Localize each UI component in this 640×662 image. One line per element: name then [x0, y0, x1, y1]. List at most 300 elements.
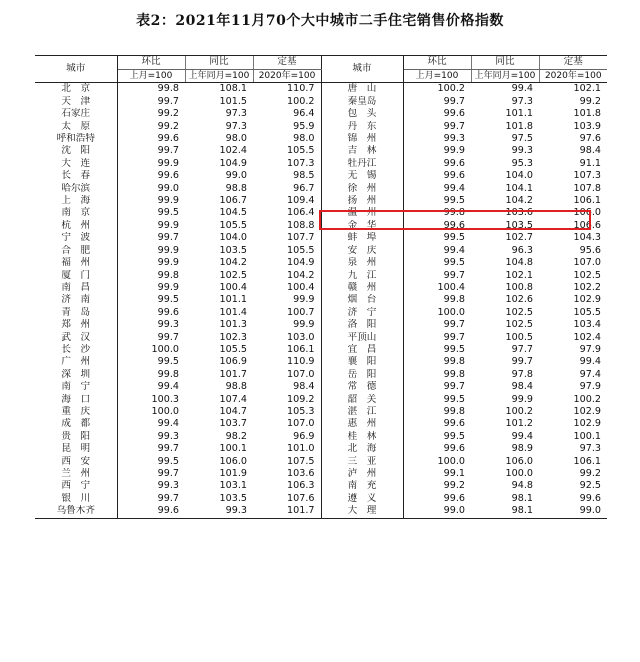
left-city-cell: 西 安 — [35, 456, 117, 468]
left-base-cell: 106.1 — [253, 344, 321, 356]
right-mom-cell: 99.6 — [443, 418, 465, 430]
right-yoy-cell: 104.2 — [505, 195, 533, 207]
left-yoy-cell: 98.0 — [225, 133, 247, 145]
left-yoy-cell: 104.7 — [219, 405, 247, 417]
right-base-cell: 106.6 — [573, 219, 601, 231]
right-yoy-cell: 106.0 — [505, 455, 533, 467]
right-yoy-cell: 102.1 — [505, 269, 533, 281]
left-mom-cell: 99.9 — [157, 244, 179, 256]
left-mom-cell: 99.6 — [117, 505, 185, 518]
right-yoy-cell: 100.5 — [505, 331, 533, 343]
left-base-cell: 110.9 — [253, 356, 321, 368]
left-base-cell: 106.4 — [253, 207, 321, 219]
left-base-cell: 110.7 — [253, 83, 321, 96]
table-row — [35, 158, 607, 170]
right-yoy-cell: 98.1 — [471, 505, 539, 518]
right-mom-cell: 99.7 — [443, 269, 465, 281]
right-city-cell: 赣 州 — [321, 282, 403, 294]
right-base-cell: 99.4 — [579, 356, 601, 368]
left-yoy-cell: 98.8 — [225, 381, 247, 393]
table-row — [35, 294, 607, 306]
right-city-cell: 扬 州 — [321, 195, 403, 207]
left-yoy-cell: 97.3 — [225, 108, 247, 120]
left-yoy-cell: 102.5 — [219, 269, 247, 281]
right-city-cell: 安 庆 — [321, 245, 403, 257]
base-header-base-right: 2020年=100 — [539, 70, 607, 83]
left-mom-cell: 99.7 — [157, 443, 179, 455]
right-base-cell: 99.6 — [579, 492, 601, 504]
right-base-cell: 106.1 — [573, 195, 601, 207]
right-city-cell: 金 华 — [321, 220, 403, 232]
right-mom-cell: 99.5 — [443, 232, 465, 244]
left-base-cell: 104.2 — [253, 270, 321, 282]
left-yoy-cell: 107.4 — [219, 393, 247, 405]
right-city-cell: 北 海 — [321, 443, 403, 455]
left-yoy-cell: 106.9 — [219, 356, 247, 368]
right-mom-cell: 100.4 — [437, 281, 465, 293]
table-row — [35, 418, 607, 430]
left-base-cell: 103.6 — [253, 468, 321, 480]
table-row — [35, 195, 607, 207]
left-base-cell: 95.9 — [253, 121, 321, 133]
left-mom-cell: 99.7 — [157, 331, 179, 343]
table-row — [35, 121, 607, 133]
left-city-cell: 福 州 — [35, 257, 117, 269]
left-mom-cell: 99.5 — [157, 207, 179, 219]
right-yoy-cell: 102.7 — [505, 232, 533, 244]
left-yoy-cell: 106.0 — [219, 455, 247, 467]
right-mom-cell: 99.7 — [443, 120, 465, 132]
left-base-cell: 100.4 — [253, 282, 321, 294]
left-mom-cell: 99.5 — [157, 356, 179, 368]
table-row — [35, 183, 607, 195]
right-city-cell: 泉 州 — [321, 257, 403, 269]
right-base-cell: 102.5 — [573, 269, 601, 281]
right-mom-cell: 99.5 — [443, 257, 465, 269]
right-yoy-cell: 99.9 — [511, 393, 533, 405]
right-yoy-cell: 96.3 — [511, 244, 533, 256]
left-yoy-cell: 98.2 — [225, 430, 247, 442]
right-mom-cell: 99.6 — [443, 108, 465, 120]
left-yoy-cell: 101.5 — [219, 95, 247, 107]
left-base-cell: 109.2 — [253, 394, 321, 406]
table-row — [35, 456, 607, 468]
right-base-cell: 97.9 — [579, 381, 601, 393]
right-city-cell: 平顶山 — [321, 332, 403, 344]
right-city-cell: 烟 台 — [321, 294, 403, 306]
right-base-cell: 97.6 — [579, 133, 601, 145]
left-mom-cell: 99.3 — [157, 430, 179, 442]
table-row — [35, 332, 607, 344]
left-mom-cell: 99.7 — [157, 145, 179, 157]
table-row — [35, 369, 607, 381]
left-city-cell: 厦 门 — [35, 270, 117, 282]
right-base-cell: 105.5 — [573, 306, 601, 318]
right-base-cell: 102.1 — [573, 83, 601, 95]
left-city-cell: 呼和浩特 — [35, 133, 117, 145]
right-city-cell: 三 亚 — [321, 456, 403, 468]
left-city-cell: 哈尔滨 — [35, 183, 117, 195]
table-row — [35, 493, 607, 505]
left-city-cell: 杭 州 — [35, 220, 117, 232]
left-base-cell: 101.7 — [253, 505, 321, 518]
right-base-cell: 102.9 — [573, 294, 601, 306]
right-mom-cell: 99.8 — [443, 294, 465, 306]
right-city-cell: 洛 阳 — [321, 319, 403, 331]
left-base-cell: 99.9 — [253, 294, 321, 306]
left-mom-cell: 99.5 — [157, 294, 179, 306]
left-mom-cell: 99.8 — [157, 83, 179, 95]
right-mom-cell: 99.3 — [443, 133, 465, 145]
left-yoy-cell: 103.5 — [219, 244, 247, 256]
right-yoy-cell: 98.1 — [511, 492, 533, 504]
left-mom-cell: 99.7 — [157, 232, 179, 244]
right-yoy-cell: 104.8 — [505, 257, 533, 269]
left-mom-cell: 99.9 — [157, 195, 179, 207]
table-row — [35, 96, 607, 108]
right-city-cell: 大 理 — [321, 505, 403, 518]
left-mom-cell: 99.9 — [157, 281, 179, 293]
right-base-cell: 104.3 — [573, 232, 601, 244]
left-mom-cell: 99.9 — [157, 257, 179, 269]
table-row — [35, 356, 607, 368]
right-yoy-cell: 99.4 — [511, 430, 533, 442]
right-mom-cell: 100.0 — [437, 455, 465, 467]
right-yoy-cell: 99.4 — [511, 83, 533, 95]
right-mom-cell: 99.6 — [443, 219, 465, 231]
right-city-cell: 温 州 — [321, 207, 403, 219]
right-yoy-cell: 102.6 — [505, 294, 533, 306]
right-yoy-cell: 103.5 — [505, 219, 533, 231]
left-base-cell: 107.6 — [253, 493, 321, 505]
right-city-cell: 遵 义 — [321, 493, 403, 505]
right-yoy-cell: 100.8 — [505, 281, 533, 293]
left-yoy-cell: 104.0 — [219, 232, 247, 244]
right-base-cell: 107.8 — [573, 182, 601, 194]
left-city-cell: 成 都 — [35, 418, 117, 430]
left-base-cell: 106.3 — [253, 480, 321, 492]
right-city-cell: 唐 山 — [321, 83, 403, 96]
base-header-base-left: 2020年=100 — [253, 70, 321, 83]
left-yoy-cell: 104.2 — [219, 257, 247, 269]
left-base-cell: 100.7 — [253, 307, 321, 319]
left-city-cell: 贵 阳 — [35, 431, 117, 443]
left-mom-cell: 99.6 — [157, 170, 179, 182]
left-base-cell: 105.3 — [253, 406, 321, 418]
right-city-cell: 牡丹江 — [321, 158, 403, 170]
left-mom-cell: 99.0 — [157, 182, 179, 194]
city-header-left: 城市 — [35, 56, 117, 83]
left-mom-cell: 99.7 — [157, 492, 179, 504]
left-yoy-cell: 108.1 — [219, 83, 247, 95]
table-body — [35, 83, 607, 518]
right-mom-cell: 99.5 — [443, 393, 465, 405]
left-base-cell: 107.0 — [253, 418, 321, 430]
table-row — [35, 431, 607, 443]
left-base-cell: 100.2 — [253, 96, 321, 108]
right-yoy-cell: 102.5 — [505, 306, 533, 318]
left-base-cell: 96.4 — [253, 108, 321, 120]
left-yoy-cell: 103.1 — [219, 480, 247, 492]
right-mom-cell: 99.6 — [443, 443, 465, 455]
left-yoy-cell: 99.3 — [185, 505, 253, 518]
left-yoy-cell: 98.8 — [225, 182, 247, 194]
right-yoy-cell: 94.8 — [511, 480, 533, 492]
left-city-cell: 石家庄 — [35, 108, 117, 120]
right-city-cell: 湛 江 — [321, 406, 403, 418]
right-base-cell: 99.0 — [539, 505, 607, 518]
right-mom-cell: 99.7 — [443, 331, 465, 343]
left-mom-cell: 99.2 — [157, 108, 179, 120]
left-base-cell: 109.4 — [253, 195, 321, 207]
left-mom-cell: 99.9 — [157, 157, 179, 169]
left-base-cell: 99.9 — [253, 319, 321, 331]
left-mom-cell: 99.7 — [157, 95, 179, 107]
left-city-cell: 南 京 — [35, 207, 117, 219]
group-header-base-right: 定基 — [539, 56, 607, 70]
left-city-cell: 上 海 — [35, 195, 117, 207]
right-mom-cell: 99.8 — [443, 207, 465, 219]
right-base-cell: 100.2 — [573, 393, 601, 405]
left-yoy-cell: 101.1 — [219, 294, 247, 306]
right-mom-cell: 100.2 — [437, 83, 465, 95]
right-mom-cell: 99.8 — [443, 368, 465, 380]
left-base-cell: 98.4 — [253, 381, 321, 393]
left-mom-cell: 99.9 — [157, 219, 179, 231]
right-city-cell: 包 头 — [321, 108, 403, 120]
left-city-cell: 海 口 — [35, 394, 117, 406]
left-base-cell: 107.0 — [253, 369, 321, 381]
left-mom-cell: 99.8 — [157, 368, 179, 380]
left-city-cell: 西 宁 — [35, 480, 117, 492]
left-yoy-cell: 101.9 — [219, 468, 247, 479]
left-mom-cell: 100.0 — [151, 343, 179, 355]
right-yoy-cell: 97.7 — [511, 343, 533, 355]
right-mom-cell: 99.8 — [443, 356, 465, 368]
left-mom-cell: 99.5 — [157, 455, 179, 467]
right-mom-cell: 99.2 — [443, 480, 465, 492]
left-mom-cell: 99.4 — [157, 381, 179, 393]
right-base-cell: 102.9 — [573, 405, 601, 417]
left-city-cell: 南 宁 — [35, 381, 117, 393]
right-mom-cell: 99.7 — [443, 381, 465, 393]
right-yoy-cell: 95.3 — [511, 157, 533, 169]
left-yoy-cell: 102.3 — [219, 331, 247, 343]
right-yoy-cell: 100.2 — [505, 405, 533, 417]
table-row — [35, 307, 607, 319]
right-mom-cell: 99.4 — [443, 244, 465, 256]
right-yoy-cell: 102.5 — [505, 319, 533, 331]
right-city-cell: 桂 林 — [321, 431, 403, 443]
left-city-cell: 广 州 — [35, 356, 117, 368]
group-header-mom-right: 环比 — [403, 56, 471, 70]
right-city-cell: 丹 东 — [321, 121, 403, 133]
left-yoy-cell: 99.0 — [225, 170, 247, 182]
right-base-cell: 102.2 — [573, 281, 601, 293]
left-yoy-cell: 100.4 — [219, 281, 247, 293]
right-city-cell: 徐 州 — [321, 183, 403, 195]
table-row — [35, 381, 607, 393]
left-mom-cell: 99.8 — [157, 269, 179, 281]
left-yoy-cell: 104.9 — [219, 157, 247, 169]
left-city-cell: 长 沙 — [35, 344, 117, 356]
right-yoy-cell: 98.4 — [511, 381, 533, 393]
table-row — [35, 468, 607, 480]
right-base-cell: 97.9 — [579, 343, 601, 355]
left-yoy-cell: 102.4 — [219, 145, 247, 157]
left-city-cell: 乌鲁木齐 — [35, 505, 117, 518]
right-mom-cell: 99.7 — [443, 95, 465, 107]
right-city-cell: 吉 林 — [321, 145, 403, 157]
table-row — [35, 170, 607, 182]
right-mom-cell: 99.0 — [403, 505, 471, 518]
right-yoy-cell: 103.6 — [505, 207, 533, 219]
left-base-cell: 98.5 — [253, 170, 321, 182]
left-yoy-cell: 103.7 — [219, 418, 247, 430]
left-yoy-cell: 101.4 — [219, 306, 247, 318]
right-city-cell: 襄 阳 — [321, 356, 403, 368]
table-row — [35, 319, 607, 331]
left-yoy-cell: 101.7 — [219, 368, 247, 380]
right-base-cell: 95.6 — [579, 244, 601, 256]
right-city-cell: 泸 州 — [321, 468, 403, 480]
left-city-cell: 银 川 — [35, 493, 117, 505]
right-city-cell: 岳 阳 — [321, 369, 403, 381]
left-mom-cell: 99.6 — [157, 133, 179, 145]
right-base-cell: 99.2 — [579, 95, 601, 107]
right-base-cell: 107.0 — [573, 257, 601, 269]
right-mom-cell: 100.0 — [437, 306, 465, 318]
left-city-cell: 济 南 — [35, 294, 117, 306]
right-city-cell: 惠 州 — [321, 418, 403, 430]
left-base-cell: 108.8 — [253, 220, 321, 232]
table-row — [35, 282, 607, 294]
left-city-cell: 重 庆 — [35, 406, 117, 418]
left-city-cell: 深 圳 — [35, 369, 117, 381]
left-city-cell: 太 原 — [35, 121, 117, 133]
right-yoy-cell: 101.1 — [505, 108, 533, 120]
left-base-cell: 107.3 — [253, 158, 321, 170]
left-yoy-cell: 106.7 — [219, 195, 247, 207]
right-mom-cell: 99.5 — [443, 195, 465, 207]
left-yoy-cell: 100.1 — [219, 443, 247, 455]
right-yoy-cell: 98.9 — [511, 443, 533, 455]
right-city-cell: 济 宁 — [321, 307, 403, 319]
right-yoy-cell: 97.3 — [511, 95, 533, 107]
left-city-cell: 兰 州 — [35, 468, 117, 480]
left-yoy-cell: 104.5 — [219, 207, 247, 219]
right-yoy-cell: 97.8 — [511, 368, 533, 380]
left-city-cell: 长 春 — [35, 170, 117, 182]
right-mom-cell: 99.9 — [443, 145, 465, 157]
price-index-table — [35, 55, 607, 519]
left-mom-cell: 100.3 — [151, 393, 179, 405]
left-mom-cell: 99.7 — [157, 468, 179, 479]
right-base-cell: 102.9 — [573, 418, 601, 430]
left-base-cell: 98.0 — [253, 133, 321, 145]
left-base-cell: 105.5 — [253, 245, 321, 257]
table-row — [35, 406, 607, 418]
left-base-cell: 105.5 — [253, 145, 321, 157]
right-mom-cell: 99.5 — [443, 430, 465, 442]
right-city-cell: 韶 关 — [321, 394, 403, 406]
right-yoy-cell: 104.0 — [505, 170, 533, 182]
base-header-mom-right: 上月=100 — [403, 70, 471, 83]
right-city-cell: 无 锡 — [321, 170, 403, 182]
right-base-cell: 103.4 — [573, 319, 601, 331]
table-row — [35, 480, 607, 492]
left-yoy-cell: 103.5 — [219, 492, 247, 504]
left-base-cell: 103.0 — [253, 332, 321, 344]
left-mom-cell: 99.3 — [157, 480, 179, 492]
left-yoy-cell: 105.5 — [219, 219, 247, 231]
right-city-cell: 常 德 — [321, 381, 403, 393]
table-row — [35, 270, 607, 282]
right-city-cell: 秦皇岛 — [321, 96, 403, 108]
left-yoy-cell: 97.3 — [225, 120, 247, 132]
right-base-cell: 98.4 — [579, 145, 601, 157]
base-header-yoy-left: 上年同月=100 — [185, 70, 253, 83]
table-row — [35, 505, 607, 518]
table-row — [35, 245, 607, 257]
table-row — [35, 133, 607, 145]
right-base-cell: 101.8 — [573, 108, 601, 120]
right-base-cell: 91.1 — [579, 157, 601, 169]
right-base-cell: 97.3 — [579, 443, 601, 455]
base-header-mom-left: 上月=100 — [117, 70, 185, 83]
right-yoy-cell: 99.7 — [511, 356, 533, 368]
right-base-cell: 102.4 — [573, 331, 601, 343]
left-base-cell: 96.7 — [253, 183, 321, 195]
left-city-cell: 宁 波 — [35, 232, 117, 244]
left-base-cell: 101.0 — [253, 443, 321, 455]
left-city-cell: 昆 明 — [35, 443, 117, 455]
right-city-cell: 蚌 埠 — [321, 232, 403, 244]
base-header-yoy-right: 上年同月=100 — [471, 70, 539, 83]
table-row — [35, 145, 607, 157]
left-base-cell: 107.7 — [253, 232, 321, 244]
right-yoy-cell: 99.3 — [511, 145, 533, 157]
right-base-cell: 97.4 — [579, 368, 601, 380]
right-yoy-cell: 101.2 — [505, 418, 533, 430]
left-yoy-cell: 101.3 — [219, 319, 247, 331]
right-base-cell: 106.1 — [573, 455, 601, 467]
right-mom-cell: 99.8 — [443, 405, 465, 417]
right-city-cell: 宜 昌 — [321, 344, 403, 356]
right-base-cell: 103.9 — [573, 120, 601, 132]
right-city-cell: 九 江 — [321, 270, 403, 282]
left-mom-cell: 99.2 — [157, 120, 179, 132]
table-row — [35, 344, 607, 356]
right-yoy-cell: 100.0 — [505, 468, 533, 479]
right-city-cell: 南 充 — [321, 480, 403, 492]
table-row — [35, 257, 607, 269]
left-city-cell: 天 津 — [35, 96, 117, 108]
right-mom-cell: 99.1 — [443, 468, 465, 479]
price-index-table-wrap — [35, 55, 602, 519]
right-base-cell: 99.2 — [579, 468, 601, 479]
left-mom-cell: 100.0 — [151, 405, 179, 417]
left-base-cell: 107.5 — [253, 456, 321, 468]
left-mom-cell: 99.3 — [157, 319, 179, 331]
left-city-cell: 大 连 — [35, 158, 117, 170]
right-base-cell: 106.0 — [573, 207, 601, 219]
left-base-cell: 104.9 — [253, 257, 321, 269]
group-header-base-left: 定基 — [253, 56, 321, 70]
left-city-cell: 武 汉 — [35, 332, 117, 344]
right-mom-cell: 99.6 — [443, 492, 465, 504]
right-base-cell: 107.3 — [573, 170, 601, 182]
